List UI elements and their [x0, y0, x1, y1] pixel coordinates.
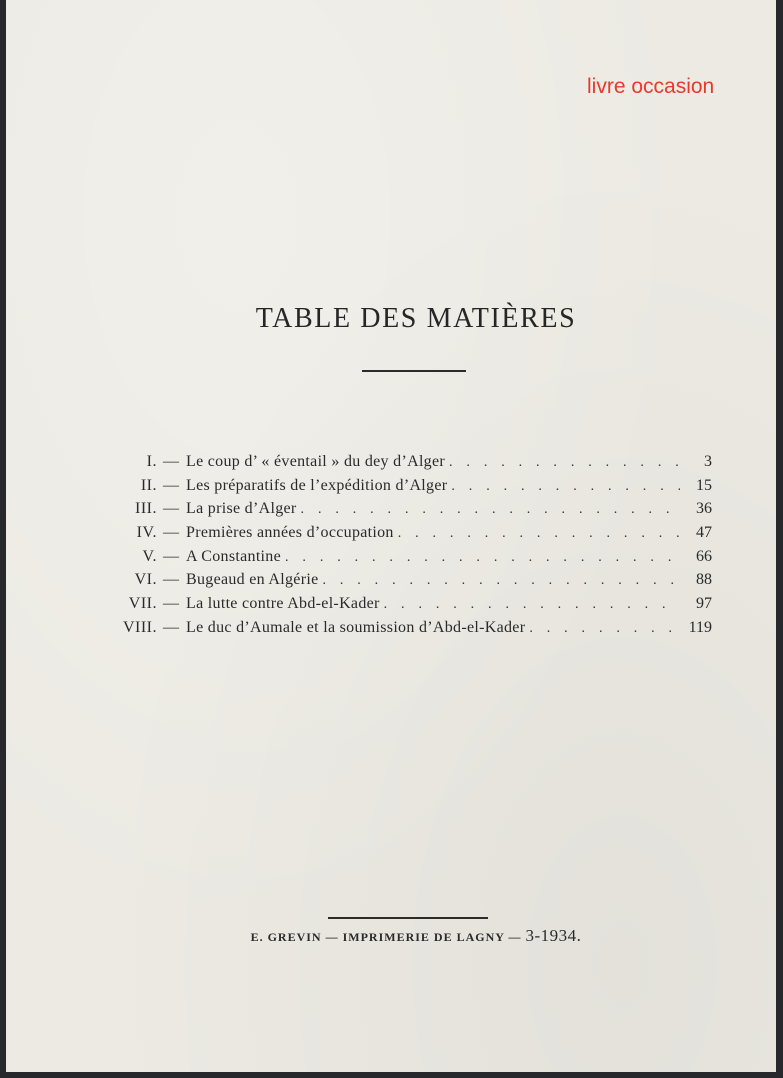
chapter-title: Premières années d’occupation: [186, 524, 394, 542]
separator-dash: —: [163, 595, 179, 613]
chapter-page-number: 97: [696, 595, 712, 613]
watermark-text: livre occasion: [587, 75, 715, 98]
chapter-title: Le coup d’ « éventail » du dey d’Alger: [186, 453, 446, 470]
toc-entry: [116, 477, 712, 501]
chapter-number: VII.: [128, 595, 157, 613]
book-page: [6, 0, 776, 1072]
chapter-title: La lutte contre Abd-el-Kader: [186, 595, 380, 613]
chapter-page-number: 119: [688, 618, 712, 636]
table-of-contents: [116, 453, 712, 643]
dot-leader: [451, 479, 680, 495]
separator-dash: —: [163, 500, 179, 518]
dot-leader: [529, 621, 680, 637]
chapter-number: II.: [140, 476, 157, 494]
toc-entry: [116, 619, 712, 643]
dot-leader: [285, 550, 680, 566]
footer-divider: [328, 917, 488, 919]
dot-leader: [449, 455, 680, 471]
printer-colophon: [6, 926, 783, 946]
dot-leader: [384, 597, 680, 613]
toc-entry: [116, 500, 712, 524]
chapter-number: I.: [146, 453, 157, 470]
chapter-number: III.: [135, 500, 157, 518]
separator-dash: —: [163, 618, 179, 636]
chapter-title: La prise d’Alger: [186, 500, 297, 518]
chapter-number: V.: [142, 547, 157, 565]
print-date: 3-1934.: [525, 926, 582, 945]
chapter-title: Bugeaud en Algérie: [186, 571, 319, 589]
separator-dash: —: [163, 524, 179, 542]
chapter-page-number: 3: [704, 453, 712, 470]
dot-leader: [398, 526, 680, 542]
chapter-page-number: 15: [696, 476, 712, 494]
separator-dash: —: [163, 476, 179, 494]
chapter-page-number: 36: [696, 500, 712, 518]
separator-dash: —: [163, 547, 179, 565]
chapter-title: A Constantine: [186, 547, 282, 565]
toc-entry: [116, 595, 712, 619]
title-divider: [362, 370, 466, 372]
dot-leader: [301, 502, 680, 518]
toc-entry: [116, 524, 712, 548]
chapter-page-number: 47: [696, 524, 712, 542]
chapter-title: Les préparatifs de l’expédition d’Alger: [186, 476, 448, 494]
page-title: TABLE DES MATIÈRES: [255, 303, 577, 334]
toc-entry: [116, 571, 712, 595]
chapter-number: VIII.: [122, 618, 157, 636]
printer-name: E. GREVIN — IMPRIMERIE DE LAGNY —: [250, 930, 522, 944]
chapter-page-number: 66: [696, 547, 712, 565]
dot-leader: [322, 573, 680, 589]
toc-entry: [116, 453, 712, 477]
chapter-title: Le duc d’Aumale et la soumission d’Abd-el-Kader: [186, 618, 526, 636]
chapter-page-number: 88: [696, 571, 712, 589]
separator-dash: —: [163, 453, 179, 470]
separator-dash: —: [163, 571, 179, 589]
chapter-number: VI.: [134, 571, 157, 589]
chapter-number: IV.: [136, 524, 157, 542]
toc-entry: [116, 548, 712, 572]
